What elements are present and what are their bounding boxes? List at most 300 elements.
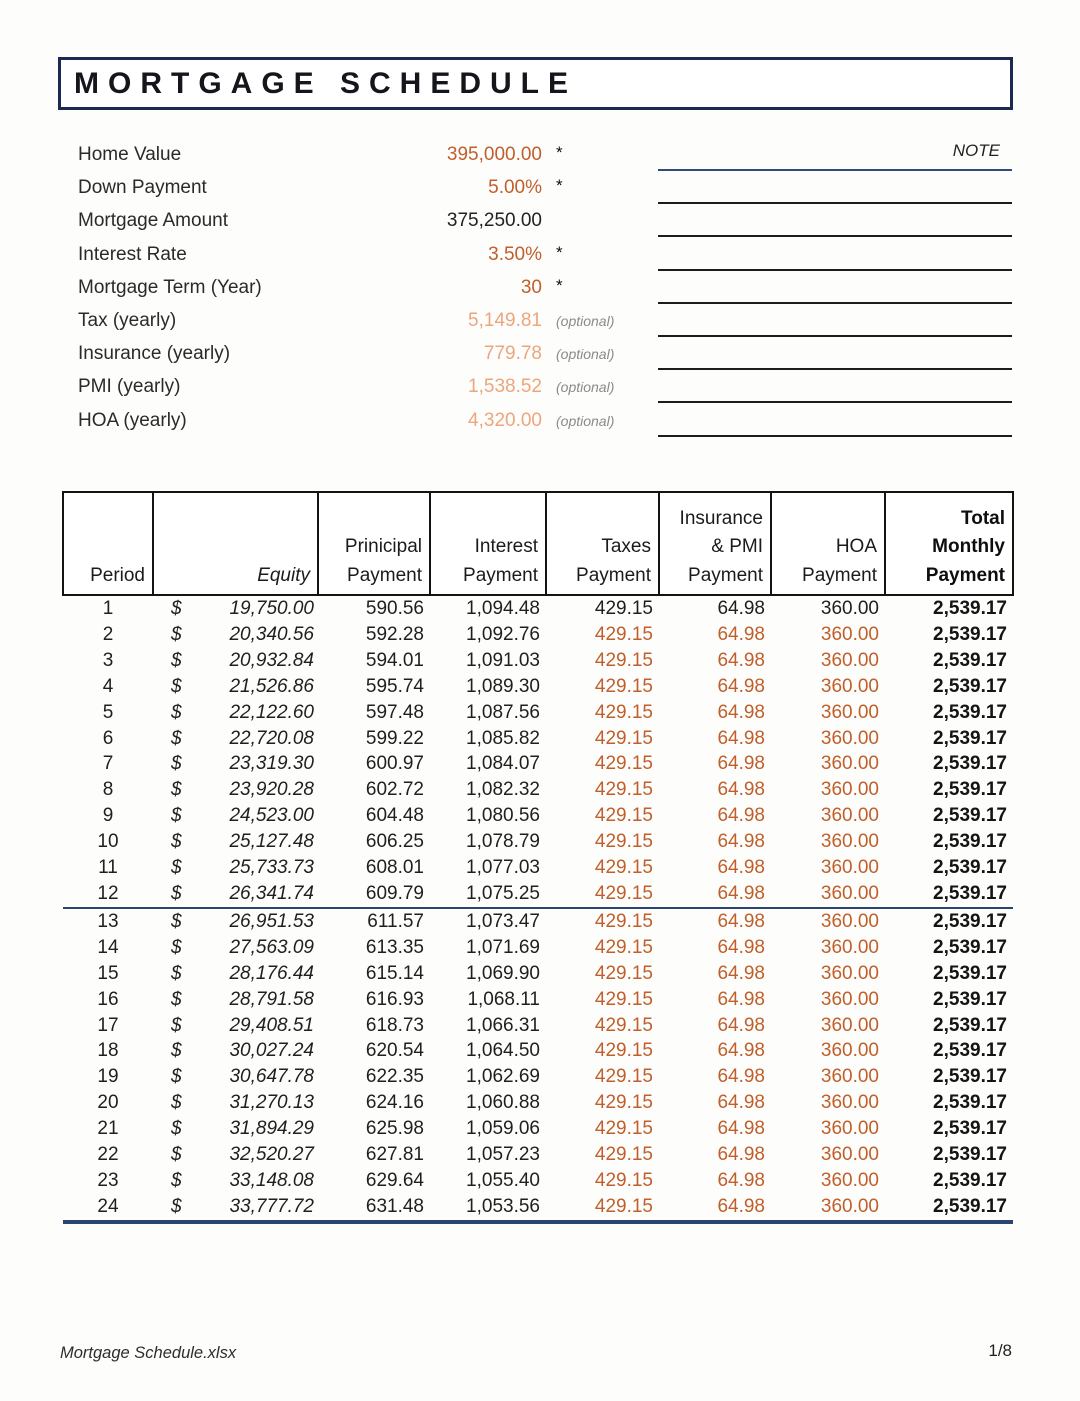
currency-symbol: $ — [171, 962, 182, 984]
cell-principal: 609.79 — [318, 881, 430, 908]
cell-period: 24 — [63, 1194, 153, 1222]
column-header-interest — [430, 492, 546, 595]
parameter-row — [78, 339, 698, 372]
cell-principal: 624.16 — [365, 1092, 424, 1114]
cell-insurance-pmi: 64.98 — [717, 623, 765, 645]
optional-marker: (optional) — [556, 412, 615, 429]
equity-value: 31,894.29 — [229, 1118, 314, 1140]
table-row — [63, 1038, 1013, 1064]
cell-principal: 595.74 — [365, 675, 424, 697]
cell-insurance-pmi: 64.98 — [717, 779, 765, 801]
parameter-row — [78, 273, 698, 306]
equity-wrap — [153, 987, 314, 1013]
cell-total: 2,539.17 — [933, 623, 1007, 645]
equity-wrap — [153, 1090, 314, 1116]
amortization-table — [62, 491, 1014, 1224]
table-row — [63, 1168, 1013, 1194]
cell-hoa: 360.00 — [820, 1092, 879, 1114]
cell-hoa: 360.00 — [820, 727, 879, 749]
table-row — [63, 961, 1013, 987]
table-row — [63, 622, 1013, 648]
equity-value: 22,122.60 — [229, 701, 314, 723]
cell-hoa: 360.00 — [820, 623, 879, 645]
cell-principal: 606.25 — [365, 831, 424, 853]
cell-equity — [153, 881, 318, 908]
currency-symbol: $ — [171, 1092, 182, 1114]
column-header-line: Payment — [688, 564, 763, 586]
cell-hoa: 360.00 — [820, 1144, 879, 1166]
cell-interest: 1,077.03 — [466, 857, 540, 879]
equity-value: 20,340.56 — [229, 623, 314, 645]
cell-taxes: 429.15 — [594, 805, 653, 827]
cell-period: 19 — [97, 1066, 119, 1088]
note-lines — [658, 169, 1012, 459]
cell-interest: 1,060.88 — [466, 1092, 540, 1114]
cell-taxes: 429.15 — [594, 779, 653, 801]
equity-value: 26,341.74 — [229, 882, 314, 904]
equity-wrap — [153, 855, 314, 881]
cell-total: 2,539.17 — [885, 1194, 1013, 1222]
cell-interest: 1,087.56 — [466, 701, 540, 723]
equity-value: 25,127.48 — [229, 831, 314, 853]
cell-hoa: 360.00 — [820, 701, 879, 723]
cell-insurance-pmi: 64.98 — [717, 753, 765, 775]
table-row — [63, 648, 1013, 674]
cell-insurance-pmi: 64.98 — [717, 701, 765, 723]
cell-interest: 1,059.06 — [466, 1118, 540, 1140]
cell-total: 2,539.17 — [933, 805, 1007, 827]
equity-wrap — [153, 726, 314, 752]
parameter-label: Insurance (yearly) — [78, 343, 231, 365]
cell-hoa: 360.00 — [820, 1014, 879, 1036]
cell-equity — [153, 987, 318, 1013]
table-row — [63, 1142, 1013, 1168]
optional-marker: (optional) — [556, 346, 615, 363]
currency-symbol: $ — [171, 753, 182, 775]
cell-period: 4 — [102, 675, 114, 697]
cell-principal: 616.93 — [365, 988, 424, 1010]
cell-principal: 625.98 — [365, 1118, 424, 1140]
currency-symbol: $ — [171, 649, 182, 671]
equity-wrap — [153, 961, 314, 987]
currency-symbol: $ — [171, 831, 182, 853]
cell-total: 2,539.17 — [933, 936, 1007, 958]
column-header-principal — [318, 492, 430, 595]
column-header-line: Period — [90, 564, 145, 586]
cell-total: 2,539.17 — [933, 675, 1007, 697]
table-body — [63, 595, 1013, 1222]
cell-interest: 1,069.90 — [466, 962, 540, 984]
cell-total: 2,539.17 — [933, 727, 1007, 749]
table-row — [63, 803, 1013, 829]
cell-total: 2,539.17 — [933, 1118, 1007, 1140]
cell-taxes: 429.15 — [594, 857, 653, 879]
cell-period: 1 — [102, 598, 114, 619]
table-header-row — [63, 492, 1013, 595]
parameter-row — [78, 140, 698, 173]
cell-interest: 1,091.03 — [466, 649, 540, 671]
parameter-label: Mortgage Term (Year) — [78, 276, 262, 298]
cell-equity — [153, 595, 318, 622]
column-header-equity — [153, 492, 318, 595]
cell-insurance-pmi: 64.98 — [717, 936, 765, 958]
cell-equity — [153, 855, 318, 881]
cell-principal: 602.72 — [365, 779, 424, 801]
equity-wrap — [153, 1142, 314, 1168]
cell-insurance-pmi: 64.98 — [717, 1014, 765, 1036]
cell-hoa: 360.00 — [820, 649, 879, 671]
note-line — [658, 235, 1012, 237]
equity-value: 23,920.28 — [229, 779, 314, 801]
table-row — [63, 935, 1013, 961]
column-header-line: Payment — [802, 564, 877, 586]
cell-taxes: 429.15 — [594, 598, 653, 619]
table-row — [63, 881, 1013, 908]
cell-total: 2,539.17 — [933, 857, 1007, 879]
cell-period: 16 — [97, 988, 119, 1010]
equity-wrap — [153, 674, 314, 700]
cell-period: 2 — [102, 623, 114, 645]
cell-hoa: 360.00 — [820, 805, 879, 827]
note-line — [658, 169, 1012, 171]
cell-principal: 594.01 — [365, 649, 424, 671]
cell-taxes: 429.15 — [594, 1144, 653, 1166]
cell-taxes: 429.15 — [594, 831, 653, 853]
parameter-label: PMI (yearly) — [78, 376, 181, 398]
cell-equity — [153, 829, 318, 855]
cell-hoa: 360.00 — [820, 779, 879, 801]
cell-principal: 613.35 — [365, 936, 424, 958]
cell-total: 2,539.17 — [933, 1144, 1007, 1166]
table-row — [63, 1090, 1013, 1116]
cell-taxes: 429.15 — [594, 1169, 653, 1191]
cell-period: 14 — [97, 936, 119, 958]
cell-equity — [153, 777, 318, 803]
equity-value: 20,932.84 — [229, 649, 314, 671]
cell-taxes: 429.15 — [594, 936, 653, 958]
cell-insurance-pmi: 64.98 — [717, 910, 765, 932]
note-line — [658, 202, 1012, 204]
note-label: NOTE — [952, 141, 1000, 160]
currency-symbol: $ — [171, 1144, 182, 1166]
currency-symbol: $ — [171, 882, 182, 904]
column-header-line: Payment — [925, 564, 1005, 586]
cell-insurance-pmi: 64.98 — [717, 675, 765, 697]
cell-period: 15 — [97, 962, 119, 984]
cell-taxes: 429.15 — [594, 1014, 653, 1036]
cell-principal: 618.73 — [365, 1014, 424, 1036]
equity-value: 27,563.09 — [229, 936, 314, 958]
cell-insurance-pmi: 64.98 — [717, 1040, 765, 1062]
currency-symbol: $ — [171, 1066, 182, 1088]
equity-wrap — [153, 909, 314, 935]
column-header-line: Total — [961, 507, 1005, 529]
equity-value: 30,027.24 — [229, 1040, 314, 1062]
cell-principal: 604.48 — [365, 805, 424, 827]
cell-hoa: 360.00 — [820, 962, 879, 984]
equity-wrap — [153, 881, 314, 907]
table-row — [63, 674, 1013, 700]
cell-principal: 622.35 — [365, 1066, 424, 1088]
cell-taxes: 429.15 — [594, 962, 653, 984]
cell-period: 3 — [102, 649, 114, 671]
cell-taxes: 429.15 — [594, 1092, 653, 1114]
equity-value: 21,526.86 — [229, 675, 314, 697]
note-line — [658, 435, 1012, 437]
column-header-line: Payment — [576, 564, 651, 586]
note-line — [658, 302, 1012, 304]
cell-interest: 1,057.23 — [466, 1144, 540, 1166]
cell-interest: 1,071.69 — [466, 936, 540, 958]
equity-value: 24,523.00 — [229, 805, 314, 827]
equity-wrap — [153, 1013, 314, 1039]
cell-total: 2,539.17 — [933, 910, 1007, 932]
cell-total: 2,539.17 — [933, 1066, 1007, 1088]
parameter-row — [78, 372, 698, 405]
cell-period: 8 — [102, 779, 114, 801]
cell-total: 2,539.17 — [933, 1040, 1007, 1062]
cell-hoa: 360.00 — [771, 881, 885, 908]
note-line — [658, 401, 1012, 403]
cell-taxes: 429.15 — [594, 753, 653, 775]
equity-wrap — [153, 648, 314, 674]
footer-page-number: 1/8 — [988, 1341, 1012, 1360]
cell-total: 2,539.17 — [933, 831, 1007, 853]
cell-equity — [153, 935, 318, 961]
note-line — [658, 269, 1012, 271]
cell-total: 2,539.17 — [933, 1092, 1007, 1114]
cell-interest: 1,094.48 — [466, 598, 540, 619]
equity-wrap — [153, 1038, 314, 1064]
cell-period: 11 — [98, 857, 118, 879]
parameter-value: 1,538.52 — [468, 376, 542, 398]
column-header-line: Monthly — [932, 536, 1005, 557]
equity-wrap — [153, 935, 314, 961]
equity-wrap — [153, 1116, 314, 1142]
cell-equity — [153, 622, 318, 648]
cell-equity — [153, 1064, 318, 1090]
parameter-value: 5,149.81 — [468, 309, 542, 331]
column-header-line: Interest — [474, 536, 538, 557]
cell-hoa: 360.00 — [820, 1040, 879, 1062]
cell-interest: 1,053.56 — [430, 1194, 546, 1222]
cell-equity — [153, 803, 318, 829]
cell-interest: 1,066.31 — [466, 1014, 540, 1036]
cell-equity — [153, 1142, 318, 1168]
table-row — [63, 829, 1013, 855]
parameter-label: HOA (yearly) — [78, 409, 187, 431]
cell-taxes: 429.15 — [594, 701, 653, 723]
cell-insurance-pmi: 64.98 — [659, 1194, 771, 1222]
cell-total: 2,539.17 — [933, 598, 1007, 619]
cell-hoa: 360.00 — [820, 1066, 879, 1088]
cell-period: 18 — [97, 1040, 119, 1062]
currency-symbol: $ — [171, 1118, 182, 1140]
cell-equity — [153, 1013, 318, 1039]
equity-value: 19,750.00 — [229, 598, 314, 619]
cell-interest: 1,084.07 — [466, 753, 540, 775]
cell-insurance-pmi: 64.98 — [717, 1144, 765, 1166]
cell-hoa: 360.00 — [820, 857, 879, 879]
cell-taxes: 429.15 — [546, 1194, 659, 1222]
cell-period: 17 — [97, 1014, 119, 1036]
cell-period: 22 — [97, 1144, 119, 1166]
cell-period: 5 — [102, 701, 114, 723]
table-row — [63, 1013, 1013, 1039]
cell-principal: 600.97 — [365, 753, 424, 775]
cell-insurance-pmi: 64.98 — [717, 831, 765, 853]
cell-period: 13 — [97, 910, 119, 932]
column-header-line: Prinicipal — [344, 536, 422, 557]
cell-insurance-pmi: 64.98 — [717, 727, 765, 749]
cell-principal: 631.48 — [318, 1194, 430, 1222]
cell-interest: 1,092.76 — [466, 623, 540, 645]
cell-insurance-pmi: 64.98 — [717, 649, 765, 671]
page-title: MORTGAGE SCHEDULE — [74, 67, 578, 100]
parameter-row — [78, 173, 698, 206]
table-header — [63, 492, 1013, 595]
parameter-label: Down Payment — [78, 177, 207, 199]
currency-symbol: $ — [171, 701, 182, 723]
cell-principal: 597.48 — [365, 701, 424, 723]
equity-value: 25,733.73 — [229, 857, 314, 879]
cell-equity — [153, 751, 318, 777]
note-line — [658, 335, 1012, 337]
cell-equity — [153, 726, 318, 752]
cell-insurance-pmi: 64.98 — [717, 805, 765, 827]
column-header-line: & PMI — [711, 536, 763, 557]
column-header-line: Equity — [257, 564, 310, 586]
cell-equity — [153, 1090, 318, 1116]
cell-principal: 629.64 — [365, 1169, 424, 1191]
cell-insurance-pmi: 64.98 — [717, 1066, 765, 1088]
column-header-taxes — [546, 492, 659, 595]
optional-marker: (optional) — [556, 379, 615, 396]
parameter-label: Interest Rate — [78, 243, 187, 265]
equity-wrap — [153, 700, 314, 726]
table-row — [63, 1064, 1013, 1090]
equity-value: 28,791.58 — [229, 988, 314, 1010]
cell-interest: 1,080.56 — [466, 805, 540, 827]
cell-insurance-pmi: 64.98 — [717, 1118, 765, 1140]
cell-hoa: 360.00 — [820, 910, 879, 932]
equity-wrap — [153, 596, 314, 622]
parameter-value: 779.78 — [483, 343, 542, 365]
cell-hoa: 360.00 — [771, 1194, 885, 1222]
cell-period: 7 — [102, 753, 114, 775]
cell-principal: 608.01 — [365, 857, 424, 879]
currency-symbol: $ — [171, 779, 182, 801]
column-header-line: Payment — [463, 564, 538, 586]
table-row — [63, 908, 1013, 935]
cell-insurance-pmi: 64.98 — [717, 1169, 765, 1191]
currency-symbol: $ — [171, 1169, 182, 1191]
cell-taxes: 429.15 — [594, 988, 653, 1010]
cell-interest: 1,062.69 — [466, 1066, 540, 1088]
cell-equity — [153, 908, 318, 935]
equity-wrap — [153, 1194, 314, 1220]
cell-interest: 1,089.30 — [466, 675, 540, 697]
cell-period: 21 — [97, 1118, 119, 1140]
cell-hoa: 360.00 — [820, 1118, 879, 1140]
cell-hoa: 360.00 — [820, 753, 879, 775]
cell-taxes: 429.15 — [546, 881, 659, 908]
column-header-ins_pmi — [659, 492, 771, 595]
cell-interest: 1,075.25 — [430, 881, 546, 908]
cell-total: 2,539.17 — [933, 1169, 1007, 1191]
parameter-value: 395,000.00 — [446, 144, 542, 165]
cell-hoa: 360.00 — [820, 936, 879, 958]
cell-interest: 1,064.50 — [466, 1040, 540, 1062]
cell-period: 9 — [102, 805, 114, 827]
cell-principal: 615.14 — [365, 962, 424, 984]
equity-wrap — [153, 622, 314, 648]
equity-value: 23,319.30 — [229, 753, 314, 775]
cell-taxes: 429.15 — [594, 910, 653, 932]
column-header-total — [885, 492, 1013, 595]
cell-principal: 620.54 — [365, 1040, 424, 1062]
parameter-value: 375,250.00 — [446, 210, 542, 232]
column-header-line: Payment — [347, 564, 422, 586]
column-header-line: HOA — [835, 536, 877, 557]
column-header-period — [63, 492, 153, 595]
cell-principal: 599.22 — [365, 727, 424, 749]
currency-symbol: $ — [171, 988, 182, 1010]
cell-total: 2,539.17 — [885, 881, 1013, 908]
currency-symbol: $ — [171, 598, 182, 619]
parameter-row — [78, 406, 698, 439]
cell-interest: 1,078.79 — [466, 831, 540, 853]
table-row — [63, 855, 1013, 881]
cell-principal: 627.81 — [365, 1144, 424, 1166]
equity-value: 30,647.78 — [229, 1066, 314, 1088]
equity-value: 32,520.27 — [229, 1144, 314, 1166]
cell-principal: 590.56 — [365, 598, 424, 619]
table-row — [63, 1116, 1013, 1142]
cell-interest: 1,073.47 — [466, 910, 540, 932]
cell-total: 2,539.17 — [933, 753, 1007, 775]
parameter-value: 3.50% — [488, 243, 542, 265]
cell-hoa: 360.00 — [820, 598, 879, 619]
cell-period: 23 — [97, 1169, 119, 1191]
equity-value: 26,951.53 — [229, 910, 314, 932]
cell-equity — [153, 1194, 318, 1222]
currency-symbol: $ — [171, 805, 182, 827]
currency-symbol: $ — [171, 936, 182, 958]
required-asterisk: * — [556, 275, 563, 295]
cell-insurance-pmi: 64.98 — [717, 1092, 765, 1114]
required-asterisk: * — [556, 143, 563, 162]
cell-insurance-pmi: 64.98 — [659, 881, 771, 908]
cell-interest: 1,055.40 — [466, 1169, 540, 1191]
equity-wrap — [153, 777, 314, 803]
equity-wrap — [153, 829, 314, 855]
cell-period: 12 — [63, 881, 153, 908]
cell-period: 20 — [97, 1092, 119, 1114]
parameter-row — [78, 240, 698, 273]
footer-filename: Mortgage Schedule.xlsx — [60, 1344, 237, 1362]
cell-equity — [153, 961, 318, 987]
equity-value: 33,148.08 — [229, 1169, 314, 1191]
cell-principal: 611.57 — [367, 910, 424, 932]
cell-taxes: 429.15 — [594, 1040, 653, 1062]
parameter-value: 5.00% — [488, 177, 542, 199]
cell-equity — [153, 1168, 318, 1194]
optional-marker: (optional) — [556, 312, 615, 329]
cell-interest: 1,082.32 — [466, 779, 540, 801]
required-asterisk: * — [556, 176, 563, 196]
currency-symbol: $ — [171, 1040, 182, 1062]
